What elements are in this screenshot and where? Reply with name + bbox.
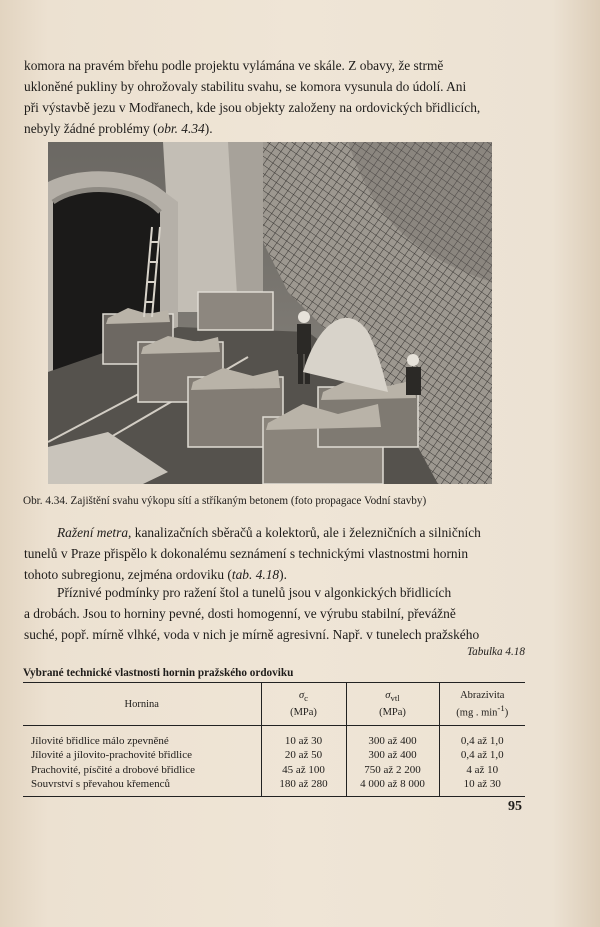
page-number: 95 — [508, 799, 522, 814]
text-line: Příznivé podmínky pro ražení štol a tunelů jsou v algonkických břidlicích — [57, 585, 452, 600]
cell-st: 750 až 2 200 — [346, 763, 439, 777]
text-line: ukloněné pukliny by ohrožovaly stabilitu svahu, se komora vysunula do údolí. Ani — [24, 79, 467, 94]
text-line: a drobách. Jsou to horniny pevné, dosti homogenní, ve výrubu stabilní, převážně — [24, 606, 456, 621]
table-header-row — [23, 683, 525, 726]
cell-abr: 0,4 až 1,0 — [439, 748, 525, 762]
table-row — [23, 777, 525, 796]
table-row — [23, 726, 525, 749]
paragraph-intro — [24, 55, 523, 139]
table-row — [23, 763, 525, 777]
cell-sc: 20 až 50 — [261, 748, 346, 762]
figure-reference: obr. 4.34 — [157, 121, 205, 136]
cell-sc: 180 až 280 — [261, 777, 346, 796]
text-line: tohoto subregionu, zejména ordoviku (tab. 4.18). — [24, 567, 287, 582]
paragraph-metro — [24, 522, 523, 585]
cell-sc: 10 až 30 — [261, 726, 346, 749]
header-rock: Hornina — [23, 683, 261, 726]
cell-rock: Jílovité břidlice málo zpevněné — [31, 735, 169, 747]
tunnel-portal-photo — [48, 142, 492, 484]
table-row — [23, 748, 525, 762]
text-line: komora na pravém břehu podle projektu vylámána ve skále. Z obavy, že strmě — [24, 58, 444, 73]
figure-photo — [48, 142, 492, 484]
text-line: suché, popř. mírně vlhké, voda v nich je mírně agresivní. Např. v tunelech pražského — [24, 627, 480, 642]
cell-rock: Jílovité a jílovito-prachovité břidlice — [31, 749, 192, 762]
figure-caption: Obr. 4.34. Zajištění svahu výkopu sítí a stříkaným betonem (foto propagace Vodní stavby) — [23, 495, 427, 507]
text-line: tunelů v Praze přispělo k dokonalému seznámení s technickými vlastnostmi hornin — [24, 546, 469, 561]
header-tensile-strength: $\sigma_{vtl}$ (MPa) — [346, 683, 439, 726]
table-reference: tab. 4.18 — [231, 567, 280, 582]
cell-st: 4 000 až 8 000 — [346, 777, 439, 796]
rock-properties-table — [23, 682, 525, 797]
header-compressive-strength: $\sigma_c$ (MPa) — [261, 683, 346, 726]
cell-abr: 0,4 až 1,0 — [439, 726, 525, 749]
cell-rock: Prachovité, písčité a drobové břidlice — [31, 763, 196, 776]
header-abrasivity: Abrazivita (mg . $\min^{-1}$) — [439, 683, 525, 726]
table-title: Vybrané technické vlastnosti hornin pražského ordoviku — [23, 667, 294, 679]
text-line: nebyly žádné problémy (obr. 4.34). — [24, 121, 213, 136]
cell-st: 300 až 400 — [346, 726, 439, 749]
paragraph-conditions — [24, 582, 523, 645]
cell-abr: 4 až 10 — [439, 763, 525, 777]
cell-st: 300 až 400 — [346, 748, 439, 762]
cell-abr: 10 až 30 — [439, 777, 525, 796]
table-number: Tabulka 4.18 — [466, 646, 525, 658]
text-line: Ražení metra, kanalizačních sběračů a kolektorů, ale i železničních a silničních — [57, 525, 481, 540]
italic-term: Ražení metra — [57, 525, 129, 540]
cell-rock: Souvrství s převahou křemenců — [23, 777, 261, 796]
text-line: při výstavbě jezu v Modřanech, kde jsou objekty založeny na ordovických břidlicích, — [24, 100, 481, 115]
cell-sc: 45 až 100 — [261, 763, 346, 777]
